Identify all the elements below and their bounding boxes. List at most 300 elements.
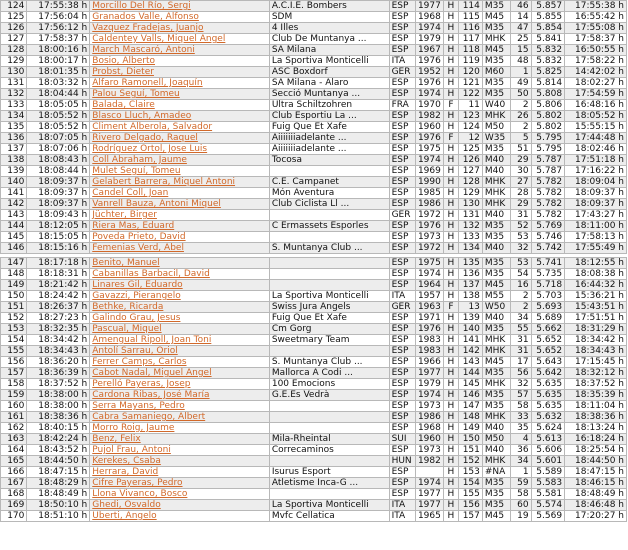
category-rank-cell: 2	[511, 122, 531, 133]
country-cell: ESP	[389, 243, 415, 254]
birth-year-cell: 1972	[415, 243, 443, 254]
time-cell: 18:36:20 h	[27, 357, 90, 368]
runner-name-cell[interactable]: Gelabert Barrera, Miquel Antoni	[90, 177, 270, 188]
table-row	[1, 177, 627, 188]
runner-name-cell[interactable]: Benz, Felix	[90, 434, 270, 445]
birth-year-cell: 1983	[415, 346, 443, 357]
sex-cell: H	[444, 188, 458, 199]
sex-rank-cell: 133	[458, 232, 482, 243]
category-rank-cell: 16	[511, 280, 531, 291]
table-row	[1, 144, 627, 155]
club-cell: Aiiiiiiiadelante ...	[269, 144, 389, 155]
speed-cell: 5.832	[531, 45, 564, 56]
sex-cell: H	[444, 177, 458, 188]
rank-cell: 165	[1, 456, 27, 467]
runner-name-cell[interactable]: Blasco Lluch, Amadeo	[90, 111, 270, 122]
speed-cell: 5.583	[531, 478, 564, 489]
speed-cell: 5.782	[531, 177, 564, 188]
category-cell: M40	[482, 210, 510, 221]
rank-cell: 152	[1, 313, 27, 324]
club-cell: C Ermassets Esporles	[269, 221, 389, 232]
category-cell: W40	[482, 100, 510, 111]
adjusted-time-cell: 18:13:24 h	[565, 423, 627, 434]
sex-rank-cell: 12	[458, 133, 482, 144]
club-cell: La Sportiva Monticelli	[269, 291, 389, 302]
club-cell: Secció Muntanya ...	[269, 89, 389, 100]
runner-name-cell[interactable]: Ferrer Camps, Carlos	[90, 357, 270, 368]
speed-cell: 5.855	[531, 12, 564, 23]
runner-name-cell[interactable]: Cabanillas Barbacil, David	[90, 269, 270, 280]
rank-cell: 145	[1, 232, 27, 243]
table-row	[1, 313, 627, 324]
adjusted-time-cell: 18:46:48 h	[565, 500, 627, 511]
runner-name-cell[interactable]: Morro Roig, Jaume	[90, 423, 270, 434]
adjusted-time-cell: 18:34:43 h	[565, 346, 627, 357]
speed-cell: 5.643	[531, 357, 564, 368]
sex-rank-cell: 122	[458, 89, 482, 100]
sex-rank-cell: 125	[458, 144, 482, 155]
category-cell: W35	[482, 133, 510, 144]
club-cell: ASC Boxdorf	[269, 67, 389, 78]
rank-cell: 138	[1, 155, 27, 166]
club-cell: Fuig Que Et Xafe	[269, 122, 389, 133]
sex-rank-cell: 149	[458, 423, 482, 434]
birth-year-cell: 1990	[415, 177, 443, 188]
adjusted-time-cell: 18:37:52 h	[565, 379, 627, 390]
category-rank-cell: 53	[511, 232, 531, 243]
runner-name-cell[interactable]: Riera Mas, Eduard	[90, 221, 270, 232]
rank-cell: 144	[1, 221, 27, 232]
category-cell: #NA	[482, 467, 510, 478]
adjusted-time-cell: 17:54:59 h	[565, 89, 627, 100]
rank-cell: 142	[1, 199, 27, 210]
category-rank-cell: 58	[511, 401, 531, 412]
club-cell: Fuig Que Et Xafe	[269, 313, 389, 324]
rank-cell: 168	[1, 489, 27, 500]
country-cell: ESP	[389, 269, 415, 280]
sex-cell: H	[444, 280, 458, 291]
speed-cell: 5.581	[531, 489, 564, 500]
table-row	[1, 280, 627, 291]
category-cell: M35	[482, 269, 510, 280]
category-cell: MHK	[482, 346, 510, 357]
rank-cell: 148	[1, 269, 27, 280]
country-cell: ESP	[389, 357, 415, 368]
runner-name-cell[interactable]: Cabot Nadal, Miguel Angel	[90, 368, 270, 379]
category-rank-cell: 31	[511, 335, 531, 346]
birth-year-cell: 1957	[415, 291, 443, 302]
runner-name-cell[interactable]: Amengual Ripoll, Joan Toni	[90, 335, 270, 346]
country-cell: GER	[389, 67, 415, 78]
sex-rank-cell: 157	[458, 511, 482, 522]
category-cell: M45	[482, 280, 510, 291]
sex-cell: H	[444, 23, 458, 34]
country-cell: ESP	[389, 467, 415, 478]
runner-name-cell[interactable]: Pujol Frau, Antoni	[90, 445, 270, 456]
runner-name-cell[interactable]: Climent Alberola, Salvador	[90, 122, 270, 133]
category-cell: MHK	[482, 335, 510, 346]
runner-name-cell[interactable]: Palou Seguí, Tomeu	[90, 89, 270, 100]
country-cell: ESP	[389, 166, 415, 177]
adjusted-time-cell: 18:44:50 h	[565, 456, 627, 467]
birth-year-cell: 1974	[415, 390, 443, 401]
sex-cell: H	[444, 511, 458, 522]
adjusted-time-cell: 18:34:42 h	[565, 335, 627, 346]
rank-cell: 147	[1, 258, 27, 269]
time-cell: 18:43:52 h	[27, 445, 90, 456]
runner-name-cell[interactable]: Cardona Ribas, José María	[90, 390, 270, 401]
speed-cell: 5.606	[531, 445, 564, 456]
table-row	[1, 346, 627, 357]
runner-name-cell[interactable]: Caldentey Valls, Miquel Angel	[90, 34, 270, 45]
sex-cell: H	[444, 390, 458, 401]
club-cell: G.E.Es Vedrà	[269, 390, 389, 401]
country-cell: ESP	[389, 78, 415, 89]
sex-cell: H	[444, 357, 458, 368]
runner-name-cell[interactable]: Femenias Verd, Abel	[90, 243, 270, 254]
category-rank-cell: 34	[511, 313, 531, 324]
country-cell: ESP	[389, 412, 415, 423]
time-cell: 18:21:42 h	[27, 280, 90, 291]
runner-name-cell[interactable]: Jüchter, Birger	[90, 210, 270, 221]
category-rank-cell: 28	[511, 188, 531, 199]
category-rank-cell: 14	[511, 12, 531, 23]
sex-cell: H	[444, 368, 458, 379]
country-cell: ESP	[389, 258, 415, 269]
category-rank-cell: 51	[511, 144, 531, 155]
runner-name-cell[interactable]: Vanrell Bauza, Antoni Miquel	[90, 199, 270, 210]
country-cell: SUI	[389, 434, 415, 445]
speed-cell: 5.589	[531, 467, 564, 478]
club-cell	[269, 269, 389, 280]
time-cell: 18:09:37 h	[27, 199, 90, 210]
time-cell: 18:34:43 h	[27, 346, 90, 357]
speed-cell: 5.601	[531, 456, 564, 467]
country-cell: ITA	[389, 56, 415, 67]
table-row	[1, 56, 627, 67]
runner-name-cell[interactable]: Mulet Seguí, Tomeu	[90, 166, 270, 177]
runner-name-cell[interactable]: Cifre Payeras, Pedro	[90, 478, 270, 489]
speed-cell: 5.741	[531, 258, 564, 269]
category-rank-cell: 33	[511, 412, 531, 423]
runner-name-cell[interactable]: Poveda Prieto, David	[90, 232, 270, 243]
runner-name-cell[interactable]: Morcillo Del Río, Sergi	[90, 1, 270, 12]
table-row	[1, 133, 627, 144]
sex-rank-cell: 139	[458, 313, 482, 324]
club-cell: Club Ciclista Ll ...	[269, 199, 389, 210]
runner-name-cell[interactable]: Rivero Delgado, Raquel	[90, 133, 270, 144]
runner-name-cell[interactable]: Uberti, Angelo	[90, 511, 270, 522]
category-rank-cell: 1	[511, 67, 531, 78]
category-rank-cell: 5	[511, 133, 531, 144]
country-cell: ITA	[389, 291, 415, 302]
table-row	[1, 500, 627, 511]
category-rank-cell: 2	[511, 100, 531, 111]
category-rank-cell: 32	[511, 379, 531, 390]
time-cell: 18:26:37 h	[27, 302, 90, 313]
category-cell: M40	[482, 243, 510, 254]
sex-rank-cell: 115	[458, 12, 482, 23]
runner-name-cell[interactable]: Bosio, Alberto	[90, 56, 270, 67]
sex-rank-cell: 152	[458, 456, 482, 467]
country-cell: ESP	[389, 489, 415, 500]
category-rank-cell: 50	[511, 89, 531, 100]
country-cell: ESP	[389, 390, 415, 401]
time-cell: 18:03:32 h	[27, 78, 90, 89]
runner-name-cell[interactable]: Vazquez Fradejas, Juanjo	[90, 23, 270, 34]
adjusted-time-cell: 16:50:55 h	[565, 45, 627, 56]
sex-rank-cell: 145	[458, 379, 482, 390]
category-cell: M35	[482, 489, 510, 500]
adjusted-time-cell: 17:58:37 h	[565, 34, 627, 45]
time-cell: 18:51:10 h	[27, 511, 90, 522]
sex-cell: H	[444, 144, 458, 155]
category-rank-cell: 31	[511, 210, 531, 221]
sex-rank-cell: 119	[458, 56, 482, 67]
sex-rank-cell: 148	[458, 412, 482, 423]
category-cell: M40	[482, 423, 510, 434]
country-cell: ESP	[389, 12, 415, 23]
category-cell: M50	[482, 434, 510, 445]
sex-rank-cell: 116	[458, 23, 482, 34]
time-cell: 18:12:05 h	[27, 221, 90, 232]
table-row	[1, 122, 627, 133]
speed-cell: 5.802	[531, 111, 564, 122]
category-cell: M45	[482, 12, 510, 23]
speed-cell: 5.806	[531, 100, 564, 111]
adjusted-time-cell: 17:51:51 h	[565, 313, 627, 324]
time-cell: 18:04:44 h	[27, 89, 90, 100]
birth-year-cell: 1968	[415, 12, 443, 23]
speed-cell: 5.782	[531, 188, 564, 199]
runner-name-cell[interactable]: Herrara, David	[90, 467, 270, 478]
sex-rank-cell: 11	[458, 100, 482, 111]
adjusted-time-cell: 16:44:32 h	[565, 280, 627, 291]
runner-name-cell[interactable]: Rodríguez Ortol, Jose Luis	[90, 144, 270, 155]
club-cell	[269, 232, 389, 243]
rank-cell: 133	[1, 100, 27, 111]
time-cell: 18:47:15 h	[27, 467, 90, 478]
adjusted-time-cell: 17:55:49 h	[565, 243, 627, 254]
speed-cell: 5.642	[531, 368, 564, 379]
rank-cell: 127	[1, 34, 27, 45]
sex-rank-cell: 142	[458, 346, 482, 357]
speed-cell: 5.854	[531, 23, 564, 34]
time-cell: 18:24:42 h	[27, 291, 90, 302]
sex-rank-cell: 137	[458, 280, 482, 291]
club-cell: 100 Emocions	[269, 379, 389, 390]
adjusted-time-cell: 18:32:12 h	[565, 368, 627, 379]
speed-cell: 5.787	[531, 155, 564, 166]
runner-name-cell[interactable]: Perelló Payeras, Josep	[90, 379, 270, 390]
runner-name-cell[interactable]: Galindo Grau, Jesus	[90, 313, 270, 324]
speed-cell: 5.613	[531, 434, 564, 445]
runner-name-cell[interactable]: Coll Abraham, Jaume	[90, 155, 270, 166]
country-cell: ESP	[389, 155, 415, 166]
category-cell: M40	[482, 445, 510, 456]
birth-year-cell: 1971	[415, 313, 443, 324]
country-cell: ESP	[389, 221, 415, 232]
category-cell: MHK	[482, 177, 510, 188]
country-cell: ESP	[389, 177, 415, 188]
sex-cell: H	[444, 122, 458, 133]
runner-name-cell[interactable]: Granados Valle, Alfonso	[90, 12, 270, 23]
category-rank-cell: 54	[511, 269, 531, 280]
birth-year-cell: 1974	[415, 155, 443, 166]
table-row	[1, 199, 627, 210]
adjusted-time-cell: 14:42:02 h	[565, 67, 627, 78]
sex-rank-cell: 150	[458, 434, 482, 445]
time-cell: 18:32:35 h	[27, 324, 90, 335]
table-row	[1, 188, 627, 199]
club-cell	[269, 210, 389, 221]
table-row	[1, 478, 627, 489]
runner-name-cell[interactable]: Pascual, Miquel	[90, 324, 270, 335]
time-cell: 18:38:36 h	[27, 412, 90, 423]
time-cell: 18:08:44 h	[27, 166, 90, 177]
birth-year-cell: 1976	[415, 78, 443, 89]
rank-cell: 139	[1, 166, 27, 177]
category-rank-cell: 1	[511, 467, 531, 478]
sex-rank-cell: 121	[458, 78, 482, 89]
time-cell: 18:07:06 h	[27, 144, 90, 155]
category-rank-cell: 2	[511, 302, 531, 313]
runner-name-cell[interactable]: Serra Mayans, Pedro	[90, 401, 270, 412]
runner-name-cell[interactable]: March Mascaró, Antoni	[90, 45, 270, 56]
club-cell: 4 Illes	[269, 23, 389, 34]
birth-year-cell: 1964	[415, 280, 443, 291]
category-cell: M35	[482, 500, 510, 511]
runner-name-cell[interactable]: Linares Gil, Eduardo	[90, 280, 270, 291]
birth-year-cell: 1973	[415, 232, 443, 243]
sex-rank-cell: 135	[458, 258, 482, 269]
club-cell: SA Milana	[269, 45, 389, 56]
country-cell: ESP	[389, 45, 415, 56]
country-cell: ESP	[389, 199, 415, 210]
runner-name-cell[interactable]: Bethke, Ricarda	[90, 302, 270, 313]
club-cell: Sweetmary Team	[269, 335, 389, 346]
sex-rank-cell: 126	[458, 155, 482, 166]
runner-name-cell[interactable]: Alfaro Ramonell, Joaquín	[90, 78, 270, 89]
birth-year-cell: 1973	[415, 445, 443, 456]
adjusted-time-cell: 17:58:22 h	[565, 56, 627, 67]
table-row	[1, 78, 627, 89]
runner-name-cell[interactable]: Benito, Manuel	[90, 258, 270, 269]
birth-year-cell: 1986	[415, 199, 443, 210]
category-rank-cell: 55	[511, 324, 531, 335]
category-rank-cell: 47	[511, 23, 531, 34]
birth-year-cell: 1977	[415, 500, 443, 511]
sex-cell: F	[444, 100, 458, 111]
country-cell: ESP	[389, 313, 415, 324]
club-cell: Club Esportiu La ...	[269, 111, 389, 122]
adjusted-time-cell: 18:12:55 h	[565, 258, 627, 269]
country-cell: GER	[389, 302, 415, 313]
category-rank-cell: 58	[511, 489, 531, 500]
category-rank-cell: 53	[511, 258, 531, 269]
time-cell: 18:05:52 h	[27, 111, 90, 122]
birth-year-cell: 1985	[415, 188, 443, 199]
country-cell: FRA	[389, 100, 415, 111]
sex-rank-cell: 127	[458, 166, 482, 177]
sex-cell: F	[444, 302, 458, 313]
results-table-top	[0, 0, 627, 254]
time-cell: 18:48:29 h	[27, 478, 90, 489]
category-rank-cell: 17	[511, 357, 531, 368]
club-cell: Isurus Esport	[269, 467, 389, 478]
category-cell: M35	[482, 390, 510, 401]
category-cell: M35	[482, 324, 510, 335]
sex-cell: H	[444, 434, 458, 445]
rank-cell: 135	[1, 122, 27, 133]
adjusted-time-cell: 18:48:49 h	[565, 489, 627, 500]
runner-name-cell[interactable]: Gavazzi, Pierangelo	[90, 291, 270, 302]
category-cell: M35	[482, 232, 510, 243]
category-cell: W50	[482, 302, 510, 313]
runner-name-cell[interactable]: Cabra Samaniego, Albert	[90, 412, 270, 423]
time-cell: 17:56:12 h	[27, 23, 90, 34]
club-cell	[269, 280, 389, 291]
speed-cell: 5.624	[531, 423, 564, 434]
rank-cell: 156	[1, 357, 27, 368]
speed-cell: 5.635	[531, 390, 564, 401]
rank-cell: 158	[1, 379, 27, 390]
time-cell: 17:55:38 h	[27, 1, 90, 12]
club-cell: Atletisme Inca-G ...	[269, 478, 389, 489]
time-cell: 18:01:35 h	[27, 67, 90, 78]
sex-rank-cell: 120	[458, 67, 482, 78]
category-rank-cell: 31	[511, 346, 531, 357]
club-cell: Mallorca A Codi ...	[269, 368, 389, 379]
category-cell: MHK	[482, 412, 510, 423]
birth-year-cell: 1970	[415, 100, 443, 111]
table-row	[1, 243, 627, 254]
club-cell: Tocosa	[269, 155, 389, 166]
rank-cell: 157	[1, 368, 27, 379]
runner-name-cell[interactable]: Balada, Claire	[90, 100, 270, 111]
category-cell: M45	[482, 45, 510, 56]
runner-name-cell[interactable]: Probst, Dieter	[90, 67, 270, 78]
table-row	[1, 45, 627, 56]
country-cell: ESP	[389, 335, 415, 346]
runner-name-cell[interactable]: Candel Coll, Joan	[90, 188, 270, 199]
rank-cell: 151	[1, 302, 27, 313]
table-row	[1, 100, 627, 111]
rank-cell: 137	[1, 144, 27, 155]
rank-cell: 136	[1, 133, 27, 144]
birth-year-cell: 1974	[415, 478, 443, 489]
sex-rank-cell: 147	[458, 401, 482, 412]
runner-name-cell[interactable]: Ghedi, Osvaldo	[90, 500, 270, 511]
club-cell: Swiss Jura Angels	[269, 302, 389, 313]
adjusted-time-cell: 17:20:27 h	[565, 511, 627, 522]
sex-rank-cell: 131	[458, 210, 482, 221]
country-cell: ESP	[389, 379, 415, 390]
country-cell: ESP	[389, 232, 415, 243]
time-cell: 18:48:49 h	[27, 489, 90, 500]
runner-name-cell[interactable]: Antolí Sarrau, Oriol	[90, 346, 270, 357]
sex-cell: H	[444, 412, 458, 423]
adjusted-time-cell: 18:25:54 h	[565, 445, 627, 456]
table-row	[1, 111, 627, 122]
club-cell	[269, 401, 389, 412]
runner-name-cell[interactable]: Kerekes, Csaba	[90, 456, 270, 467]
category-rank-cell: 4	[511, 434, 531, 445]
speed-cell: 5.689	[531, 313, 564, 324]
runner-name-cell[interactable]: Llona Vivanco, Bosco	[90, 489, 270, 500]
category-rank-cell: 29	[511, 199, 531, 210]
category-rank-cell: 19	[511, 511, 531, 522]
